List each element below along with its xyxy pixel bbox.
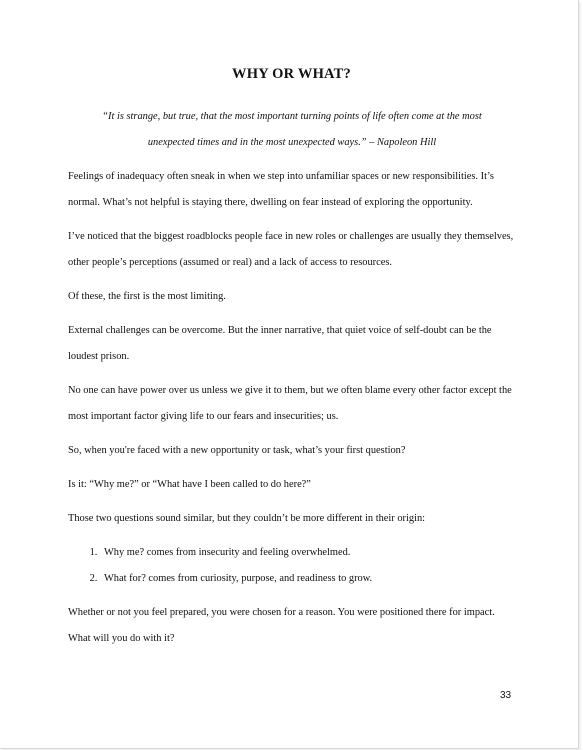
numbered-list [68, 540, 518, 592]
paragraph-1: Feelings of inadequacy often sneak in when we step into unfamiliar spaces or new responsibilities. It’s normal. What’s not helpful is staying there, dwelling on fear instead of exploring the opportunity. [68, 171, 494, 208]
paragraph-3: Of these, the first is the most limiting. [68, 291, 226, 302]
paragraph-7: Is it: “Why me?” or “What have I been called to do here?” [68, 479, 311, 490]
epigraph-quote [72, 104, 512, 156]
paragraph-8: Those two questions sound similar, but they couldn’t be more different in their origin: [68, 513, 426, 524]
paragraph-2: I’ve noticed that the biggest roadblocks people face in new roles or challenges are usually they themselves, other people’s perceptions (assumed or real) and a lack of access to resources. [68, 231, 514, 268]
body-text [68, 164, 518, 660]
quote-line-1: “It is strange, but true, that the most important turning points of life often come at the most [102, 111, 482, 122]
page-number: 33 [500, 690, 512, 701]
list-item-1: 1. Why me? comes from insecurity and feeling overwhelmed. [100, 540, 518, 566]
quote-line-2: unexpected times and in the most unexpected ways.” – Napoleon Hill [147, 137, 437, 148]
chapter-title: WHY OR WHAT? [232, 66, 351, 82]
closing-paragraph: Whether or not you feel prepared, you were chosen for a reason. You were positioned there for impact. What will you do with it? [68, 607, 495, 644]
paragraph-5: No one can have power over us unless we give it to them, but we often blame every other factor except the most important factor giving life to our fears and insecurities; us. [68, 385, 512, 422]
list-item-2: 2. What for? comes from curiosity, purpose, and readiness to grow. [100, 566, 518, 592]
paragraph-6: So, when you're faced with a new opportunity or task, what’s your first question? [68, 445, 406, 456]
paragraph-4: External challenges can be overcome. But the inner narrative, that quiet voice of self-doubt can be the loudest prison. [68, 325, 492, 362]
